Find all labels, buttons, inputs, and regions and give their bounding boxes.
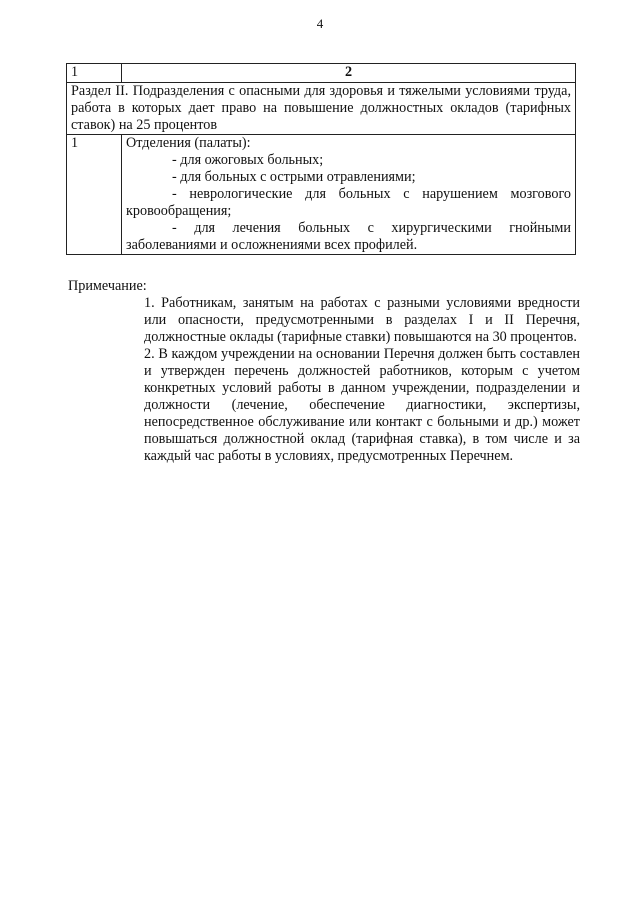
note-item: 2. В каждом учреждении на основании Перечня должен быть составлен и утвержден перечень должностей работников, которым с учетом конкретных условий работы в данном учреждении, подразделении и должности (лечение, обеспечение диагностики, экспертизы, непосредственное обслуживание или контакт с больными и др.) может повышаться должностной оклад (тарифная ставка), в том числе и за каждый час работы в условиях, предусмотренных Перечнем. [144,346,580,464]
note-title: Примечание: [68,278,147,294]
list-item: - для лечения больных с хирургическими гнойными заболеваниями и осложнениями всех профилей. [126,220,571,253]
page-number: 4 [316,16,324,31]
list-item: - для больных с острыми отравлениями; [172,169,416,185]
positions-table [66,63,576,255]
notes-list [144,295,580,465]
row-number: 1 [67,135,122,255]
list-item: - для ожоговых больных; [172,152,324,168]
header-col-1: 1 [67,64,122,83]
list-item: - неврологические для больных с нарушением мозгового кровообращения; [126,186,571,219]
note-item: 1. Работникам, занятым на работах с разными условиями вредности или опасности, предусмотренными в разделах I и II Перечня, должностные оклады (тарифные ставки) повышаются на 30 процентов. [144,295,580,345]
section-row [67,83,576,135]
section-title: Раздел II. Подразделения с опасными для здоровья и тяжелыми условиями труда, работа в которых дает право на повышение должностных окладов (тарифных ставок) на 25 процентов [67,83,576,135]
table-header-row [67,64,576,83]
header-col-2: 2 [122,64,576,83]
table-row [67,135,576,255]
row-content [122,135,576,255]
row-title: Отделения (палаты): [126,135,251,151]
